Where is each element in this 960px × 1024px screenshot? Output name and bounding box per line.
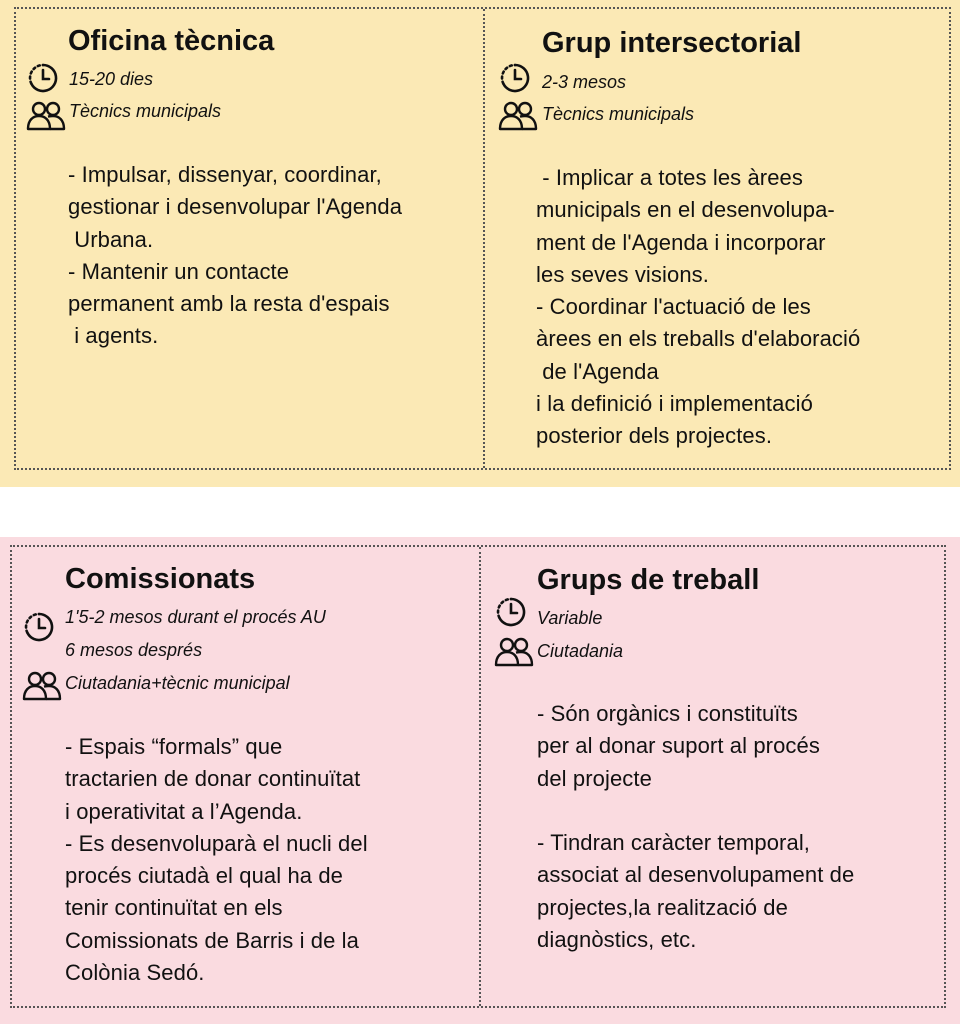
people-icon bbox=[498, 101, 538, 131]
card-description: - Impulsar, dissenyar, coordinar, gestionar i desenvolupar l'Agenda Urbana. - Mantenir un contacte permanent amb la resta d'espais i agents. bbox=[68, 162, 403, 349]
participants-text: Ciutadania bbox=[537, 641, 624, 661]
card-grup-intersectorial bbox=[480, 0, 960, 487]
clock-icon bbox=[22, 610, 56, 644]
card-comissionats bbox=[0, 537, 480, 1024]
participants-text: Tècnics municipals bbox=[542, 104, 695, 124]
card-description: - Espais “formals” que tractarien de donar continuïtat i operativitat a l’Agenda. - Es desenvoluparà el nucli del procés ciutadà el qual ha de tenir continuïtat en els Comissionats de Barris i de la Colònia Sedó. bbox=[65, 734, 368, 986]
card-title: Oficina tècnica bbox=[68, 25, 275, 57]
duration-text: 1'5-2 mesos durant el procés AU bbox=[65, 607, 326, 627]
duration-text-secondary: 6 mesos després bbox=[65, 640, 203, 660]
card-description: - Són orgànics i constituïts per al donar suport al procés del projecte - Tindran caràcter temporal, associat al desenvolupament de projectes,la realització de diagnòstics, etc. bbox=[537, 701, 855, 953]
card-grups-de-treball bbox=[480, 537, 960, 1024]
card-description: - Implicar a totes les àrees municipals en el desenvolupa- ment de l'Agenda i incorporar les seves visions. - Coordinar l'actuació de les àrees en els treballs d'elaboració de l'Agenda i la definició i implementació posterior dels projectes. bbox=[536, 165, 861, 449]
card-oficina-tecnica bbox=[0, 0, 480, 487]
clock-icon bbox=[26, 61, 60, 95]
top-band bbox=[0, 0, 960, 487]
clock-icon bbox=[494, 595, 528, 629]
participants-text: Ciutadania+tècnic municipal bbox=[65, 673, 290, 693]
duration-text: 15-20 dies bbox=[69, 69, 154, 89]
card-title: Grup intersectorial bbox=[542, 27, 802, 59]
people-icon bbox=[22, 671, 62, 701]
people-icon bbox=[494, 637, 534, 667]
clock-icon bbox=[498, 61, 532, 95]
card-title: Grups de treball bbox=[537, 564, 760, 596]
people-icon bbox=[26, 101, 66, 131]
duration-text: 2-3 mesos bbox=[542, 72, 627, 92]
duration-text: Variable bbox=[537, 608, 603, 628]
participants-text: Tècnics municipals bbox=[69, 101, 222, 121]
card-title: Comissionats bbox=[65, 563, 256, 595]
